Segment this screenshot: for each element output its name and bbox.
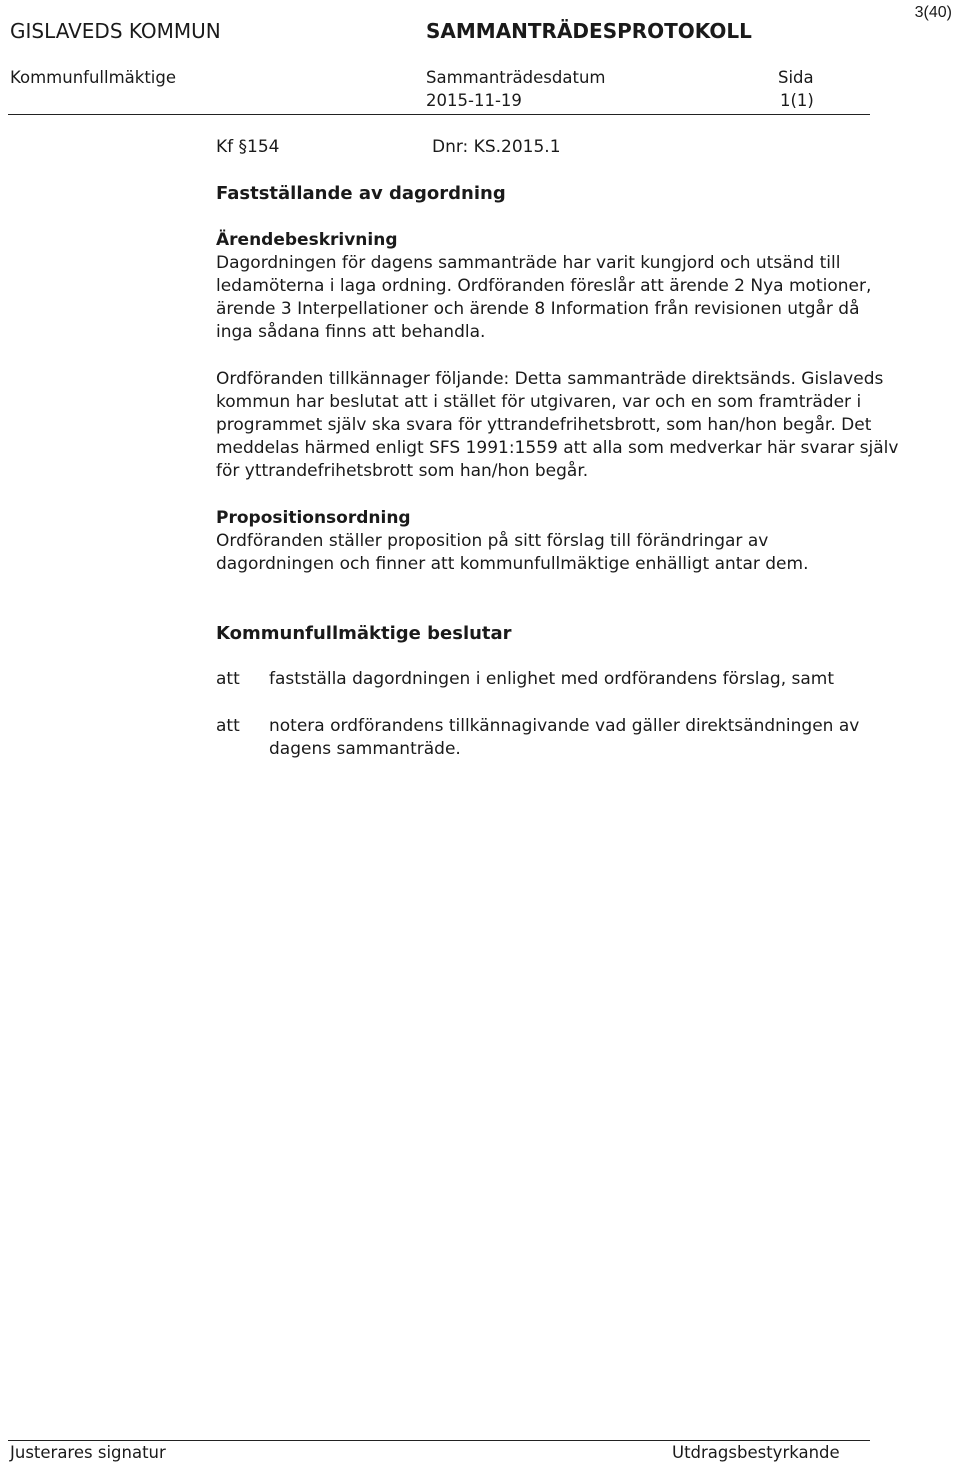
case-paragraph: Kf §154 [216, 137, 280, 157]
decision-item-text: dagens sammanträde. [269, 739, 461, 759]
meeting-body: Kommunfullmäktige [10, 68, 177, 87]
announcement-line: kommun har beslutat att i stället för utgivaren, var och en som framträder i [216, 392, 862, 412]
date-value: 2015-11-19 [426, 91, 522, 110]
date-label: Sammanträdesdatum [426, 68, 606, 87]
description-section [216, 229, 871, 344]
page-label: Sida [778, 68, 814, 87]
page-number: 3(40) [914, 4, 952, 21]
proposition-line: dagordningen och finner att kommunfullmäktige enhälligt antar dem. [216, 554, 809, 574]
announcement-line: Ordföranden tillkännager följande: Detta sammanträde direktsänds. Gislaveds [216, 369, 884, 389]
header-rule [8, 114, 870, 115]
decision-item-text: notera ordförandens tillkännagivande vad gäller direktsändningen av [269, 716, 860, 736]
organization-name: GISLAVEDS KOMMUN [10, 19, 221, 43]
announcement-line: programmet själv ska svara för yttrandefrihetsbrott, som han/hon begår. Det [216, 415, 872, 435]
announcement-line: för yttrandefrihetsbrott som han/hon begår. [216, 461, 589, 481]
decision-heading: Kommunfullmäktige beslutar [216, 623, 512, 644]
diary-number: Dnr: KS.2015.1 [432, 137, 561, 157]
decision-item-label: att [216, 669, 240, 689]
description-heading: Ärendebeskrivning [216, 230, 398, 250]
footer-extract-label: Utdragsbestyrkande [672, 1443, 840, 1462]
decision-item-text: fastställa dagordningen i enlighet med ordförandens förslag, samt [269, 669, 835, 689]
proposition-line: Ordföranden ställer proposition på sitt förslag till förändringar av [216, 531, 769, 551]
description-line: ledamöterna i laga ordning. Ordföranden föreslår att ärende 2 Nya motioner, [216, 276, 872, 296]
description-line: ärende 3 Interpellationer och ärende 8 Information från revisionen utgår då [216, 299, 860, 319]
announcement-section [216, 368, 898, 483]
proposition-heading: Propositionsordning [216, 508, 411, 528]
page-value: 1(1) [780, 91, 814, 110]
footer-rule [8, 1440, 870, 1441]
description-line: Dagordningen för dagens sammanträde har varit kungjord och utsänd till [216, 253, 841, 273]
announcement-line: meddelas härmed enligt SFS 1991:1559 att alla som medverkar här svarar själv [216, 438, 899, 458]
section-title: Fastställande av dagordning [216, 183, 506, 204]
description-line: inga sådana finns att behandla. [216, 322, 486, 342]
proposition-section [216, 507, 809, 576]
document-type: SAMMANTRÄDESPROTOKOLL [426, 19, 752, 43]
decision-item-label: att [216, 716, 240, 736]
footer-signature-label: Justerares signatur [10, 1443, 166, 1462]
